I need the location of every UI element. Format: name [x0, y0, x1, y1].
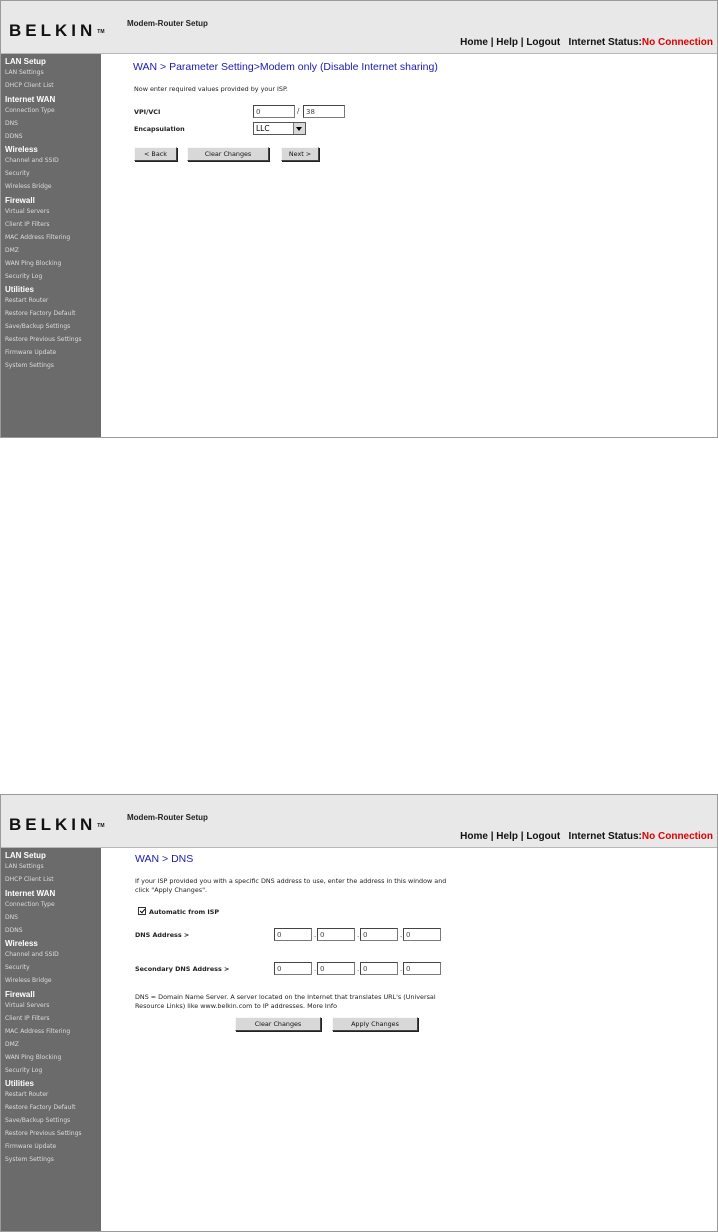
chevron-down-icon[interactable] — [293, 123, 305, 134]
page-title: WAN > Parameter Setting>Modem only (Disable Internet sharing) — [133, 61, 438, 73]
sidebar-section-utilities: Utilities — [5, 1079, 34, 1089]
automatic-from-isp-label: Automatic from ISP — [149, 908, 220, 916]
header-links — [460, 37, 713, 48]
sidebar-item-security[interactable]: Security — [5, 964, 30, 972]
secondary-dns-octet-2-input[interactable] — [317, 962, 355, 975]
sidebar-item-virtual-servers[interactable]: Virtual Servers — [5, 208, 50, 216]
next-button[interactable]: Next > — [281, 147, 319, 161]
octet-separator: . — [314, 931, 317, 939]
internet-status-label: Internet Status: — [568, 831, 642, 842]
link-divider: | — [490, 831, 494, 842]
sidebar-item-wan-ping-blocking[interactable]: WAN Ping Blocking — [5, 259, 62, 267]
sidebar-item-wireless-bridge[interactable]: Wireless Bridge — [5, 977, 52, 985]
header-bar — [1, 795, 717, 848]
link-divider: | — [490, 37, 494, 48]
sidebar-item-save-backup-settings[interactable]: Save/Backup Settings — [5, 323, 71, 331]
sidebar-item-lan-settings[interactable]: LAN Settings — [5, 863, 44, 870]
dns-octet-3-input[interactable] — [360, 928, 398, 941]
sidebar-item-ddns[interactable]: DDNS — [5, 926, 23, 934]
logout-link[interactable]: Logout — [526, 831, 561, 842]
encapsulation-select[interactable] — [253, 122, 306, 135]
sidebar-item-dhcp-client-list[interactable]: DHCP Client List — [5, 875, 54, 883]
sidebar-item-system-settings[interactable]: System Settings — [5, 361, 54, 369]
encapsulation-label: Encapsulation — [134, 125, 185, 133]
intro-text: Now enter required values provided by your ISP. — [134, 85, 288, 93]
sidebar-item-connection-type[interactable]: Connection Type — [5, 900, 55, 908]
home-link[interactable]: Home — [460, 37, 488, 48]
encapsulation-value: LLC — [256, 124, 270, 133]
sidebar — [1, 848, 101, 1231]
sidebar-item-wireless-bridge[interactable]: Wireless Bridge — [5, 183, 52, 191]
header-title: Modem-Router Setup — [127, 19, 208, 28]
home-link[interactable]: Home — [460, 831, 488, 842]
more-info-link[interactable]: More Info — [307, 1002, 338, 1010]
dns-octet-4-input[interactable] — [403, 928, 441, 941]
wan-dns-screen — [0, 794, 718, 1232]
automatic-from-isp-checkbox[interactable] — [138, 907, 146, 915]
wan-parameter-screen — [0, 0, 718, 438]
sidebar-item-firmware-update[interactable]: Firmware Update — [5, 1143, 57, 1151]
apply-changes-button[interactable]: Apply Changes — [332, 1017, 418, 1031]
dns-octet-2-input[interactable] — [317, 928, 355, 941]
sidebar-item-wan-ping-blocking[interactable]: WAN Ping Blocking — [5, 1053, 62, 1061]
sidebar-item-restart-router[interactable]: Restart Router — [5, 1091, 49, 1099]
sidebar-item-restore-factory-default[interactable]: Restore Factory Default — [5, 310, 76, 318]
clear-changes-button[interactable]: Clear Changes — [187, 147, 269, 161]
sidebar-section-wireless: Wireless — [5, 145, 38, 155]
header-title: Modem-Router Setup — [127, 813, 208, 822]
sidebar-item-channel-and-ssid[interactable]: Channel and SSID — [5, 951, 59, 959]
intro-line-1: If your ISP provided you with a specific DNS address to use, enter the address in this window and — [135, 877, 447, 885]
header-links — [460, 831, 713, 842]
sidebar-item-firmware-update[interactable]: Firmware Update — [5, 349, 57, 357]
sidebar-item-security[interactable]: Security — [5, 170, 30, 178]
sidebar-item-channel-and-ssid[interactable]: Channel and SSID — [5, 157, 59, 165]
belkin-logo: BELKINTM — [9, 21, 105, 40]
sidebar — [1, 54, 101, 437]
page-title: WAN > DNS — [135, 853, 194, 865]
sidebar-item-client-ip-filters[interactable]: Client IP Filters — [5, 221, 50, 229]
header-bar — [1, 1, 717, 54]
sidebar-item-lan-settings[interactable]: LAN Settings — [5, 69, 44, 76]
sidebar-item-restore-factory-default[interactable]: Restore Factory Default — [5, 1104, 76, 1112]
sidebar-item-ddns[interactable]: DDNS — [5, 132, 23, 140]
secondary-dns-octet-3-input[interactable] — [360, 962, 398, 975]
help-link[interactable]: Help — [496, 831, 518, 842]
sidebar-section-firewall: Firewall — [5, 196, 35, 206]
link-divider: | — [520, 37, 524, 48]
sidebar-item-security-log[interactable]: Security Log — [5, 1066, 43, 1074]
main-content — [101, 54, 717, 437]
dns-address-label: DNS Address > — [135, 931, 190, 939]
help-link[interactable]: Help — [496, 37, 518, 48]
sidebar-item-security-log[interactable]: Security Log — [5, 272, 43, 280]
sidebar-item-mac-address-filtering[interactable]: MAC Address Filtering — [5, 233, 71, 241]
sidebar-item-dmz[interactable]: DMZ — [5, 246, 19, 254]
sidebar-item-connection-type[interactable]: Connection Type — [5, 106, 55, 114]
vpi-vci-label: VPI/VCI — [134, 108, 161, 116]
sidebar-item-virtual-servers[interactable]: Virtual Servers — [5, 1002, 50, 1010]
sidebar-item-client-ip-filters[interactable]: Client IP Filters — [5, 1015, 50, 1023]
back-button[interactable]: < Back — [134, 147, 177, 161]
sidebar-item-system-settings[interactable]: System Settings — [5, 1155, 54, 1163]
main-content — [101, 848, 717, 1231]
sidebar-section-wireless: Wireless — [5, 939, 38, 949]
sidebar-item-restart-router[interactable]: Restart Router — [5, 297, 49, 305]
dns-note-line-1: DNS = Domain Name Server. A server located on the Internet that translates URL's (Universal — [135, 993, 436, 1001]
dns-octet-1-input[interactable] — [274, 928, 312, 941]
sidebar-item-dns[interactable]: DNS — [5, 913, 18, 921]
vpi-vci-separator: / — [297, 107, 300, 115]
internet-status-label: Internet Status: — [568, 37, 642, 48]
internet-status-value: No Connection — [641, 37, 713, 48]
sidebar-section-firewall: Firewall — [5, 990, 35, 1000]
sidebar-section-internet-wan: Internet WAN — [5, 94, 56, 104]
secondary-dns-label: Secondary DNS Address > — [135, 965, 230, 973]
sidebar-item-dhcp-client-list[interactable]: DHCP Client List — [5, 81, 54, 89]
octet-separator: . — [357, 931, 360, 939]
logout-link[interactable]: Logout — [526, 37, 561, 48]
clear-changes-button[interactable]: Clear Changes — [235, 1017, 321, 1031]
sidebar-item-save-backup-settings[interactable]: Save/Backup Settings — [5, 1117, 71, 1125]
vci-input[interactable] — [303, 105, 345, 118]
vpi-input[interactable] — [253, 105, 295, 118]
octet-separator: . — [357, 965, 360, 973]
secondary-dns-octet-1-input[interactable] — [274, 962, 312, 975]
internet-status-value: No Connection — [641, 831, 713, 842]
dns-note-line-2: Resource Links) like www.belkin.com to IP addresses. More Info — [135, 1002, 338, 1010]
link-divider: | — [520, 831, 524, 842]
sidebar-section-internet-wan: Internet WAN — [5, 888, 56, 898]
octet-separator: . — [314, 965, 317, 973]
octet-separator: . — [400, 965, 403, 973]
sidebar-item-dns[interactable]: DNS — [5, 119, 18, 127]
belkin-logo: BELKINTM — [9, 815, 105, 834]
sidebar-section-lan-setup: LAN Setup — [5, 851, 46, 860]
sidebar-section-utilities: Utilities — [5, 285, 34, 295]
sidebar-section-lan-setup: LAN Setup — [5, 57, 46, 66]
sidebar-item-restore-previous-settings[interactable]: Restore Previous Settings — [5, 336, 82, 344]
intro-line-2: click "Apply Changes". — [135, 886, 208, 894]
octet-separator: . — [400, 931, 403, 939]
sidebar-item-dmz[interactable]: DMZ — [5, 1040, 19, 1048]
secondary-dns-octet-4-input[interactable] — [403, 962, 441, 975]
sidebar-item-restore-previous-settings[interactable]: Restore Previous Settings — [5, 1130, 82, 1138]
sidebar-item-mac-address-filtering[interactable]: MAC Address Filtering — [5, 1027, 71, 1035]
